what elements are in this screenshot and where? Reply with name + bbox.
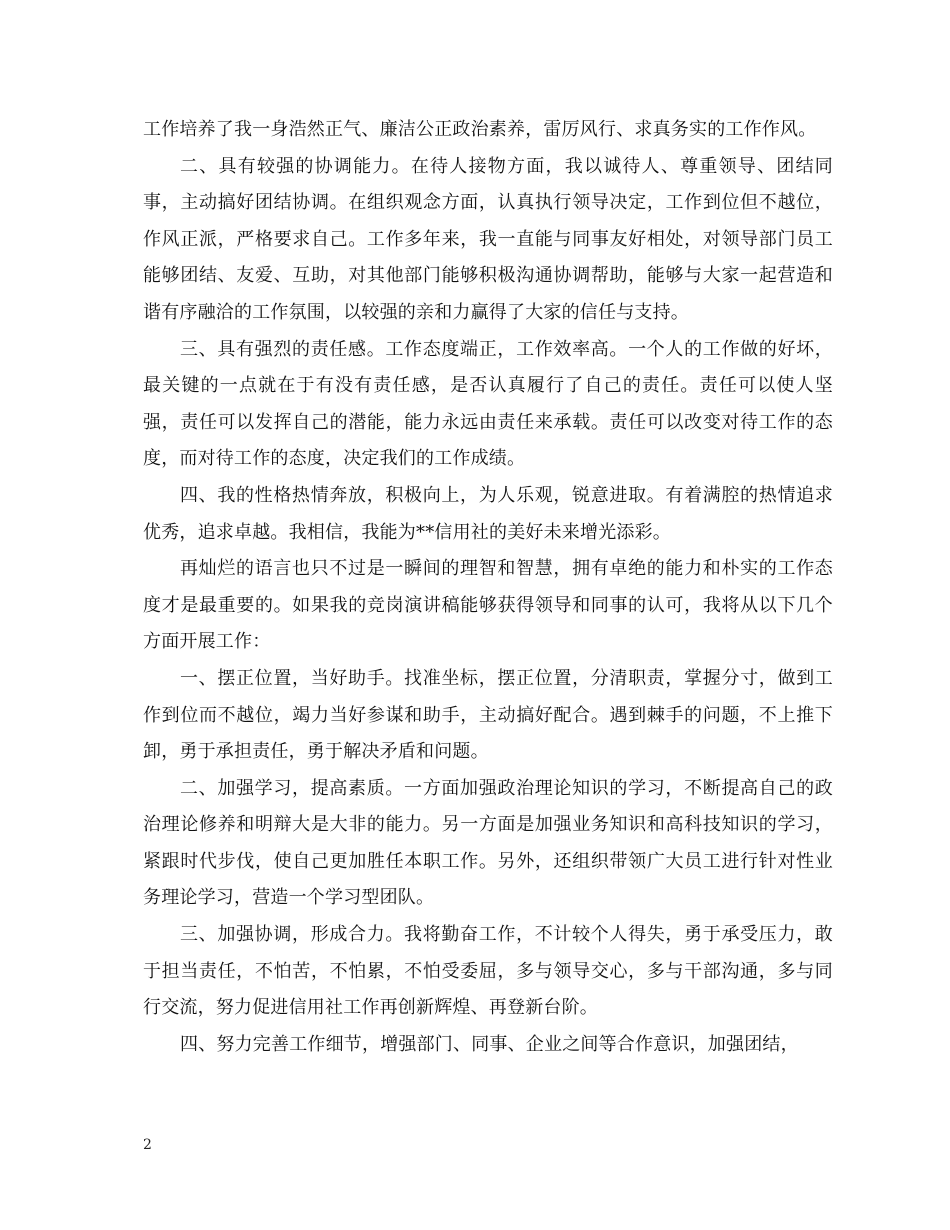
paragraph: 再灿烂的语言也只不过是一瞬间的理智和智慧，拥有卓绝的能力和朴实的工作态度才是最重要的。如果我的竞岗演讲稿能够获得领导和同事的认可，我将从以下几个方面开展工作： bbox=[143, 558, 833, 653]
paragraph: 四、努力完善工作细节，增强部门、同事、企业之间等合作意识，加强团结， bbox=[180, 1033, 799, 1055]
page-number: 2 bbox=[143, 1137, 152, 1153]
paragraph: 二、加强学习，提高素质。一方面加强政治理论知识的学习，不断提高自己的政治理论修养和明辩大是大非的能力。另一方面是加强业务知识和高科技知识的学习，紧跟时代步伐，使自己更加胜任本职工作。另外，还组织带领广大员工进行针对性业务理论学习，营造一个学习型团队。 bbox=[143, 777, 833, 909]
paragraph: 一、摆正位置，当好助手。找准坐标，摆正位置，分清职责，掌握分寸，做到工作到位而不越位，竭力当好参谋和助手，主动搞好配合。遇到棘手的问题，不上推下卸，勇于承担责任，勇于解决矛盾和问题。 bbox=[143, 667, 833, 763]
body-text bbox=[143, 112, 833, 1063]
paragraph: 三、加强协调，形成合力。我将勤奋工作，不计较个人得失，勇于承受压力，敢于担当责任，不怕苦，不怕累，不怕受委屈，多与领导交心，多与干部沟通，多与同行交流，努力促进信用社工作再创新辉煌、再登新台阶。 bbox=[143, 924, 833, 1019]
paragraph: 三、具有强烈的责任感。工作态度端正，工作效率高。一个人的工作做的好坏，最关键的一点就在于有没有责任感，是否认真履行了自己的责任。责任可以使人坚强，责任可以发挥自己的潜能，能力永远由责任来承载。责任可以改变对待工作的态度，而对待工作的态度，决定我们的工作成绩。 bbox=[143, 338, 833, 470]
paragraph: 四、我的性格热情奔放，积极向上，为人乐观，锐意进取。有着满腔的热情追求优秀，追求卓越。我相信，我能为**信用社的美好未来增光添彩。 bbox=[143, 484, 833, 543]
paragraph: 二、具有较强的协调能力。在待人接物方面，我以诚待人、尊重领导、团结同事，主动搞好团结协调。在组织观念方面，认真执行领导决定，工作到位但不越位，作风正派，严格要求自己。工作多年来，我一直能与同事友好相处，对领导部门员工能够团结、友爱、互助，对其他部门能够积极沟通协调帮助，能够与大家一起营造和谐有序融洽的工作氛围，以较强的亲和力赢得了大家的信任与支持。 bbox=[143, 155, 833, 323]
paragraph: 工作培养了我一身浩然正气、廉洁公正政治素养，雷厉风行、求真务实的工作作风。 bbox=[143, 119, 817, 140]
